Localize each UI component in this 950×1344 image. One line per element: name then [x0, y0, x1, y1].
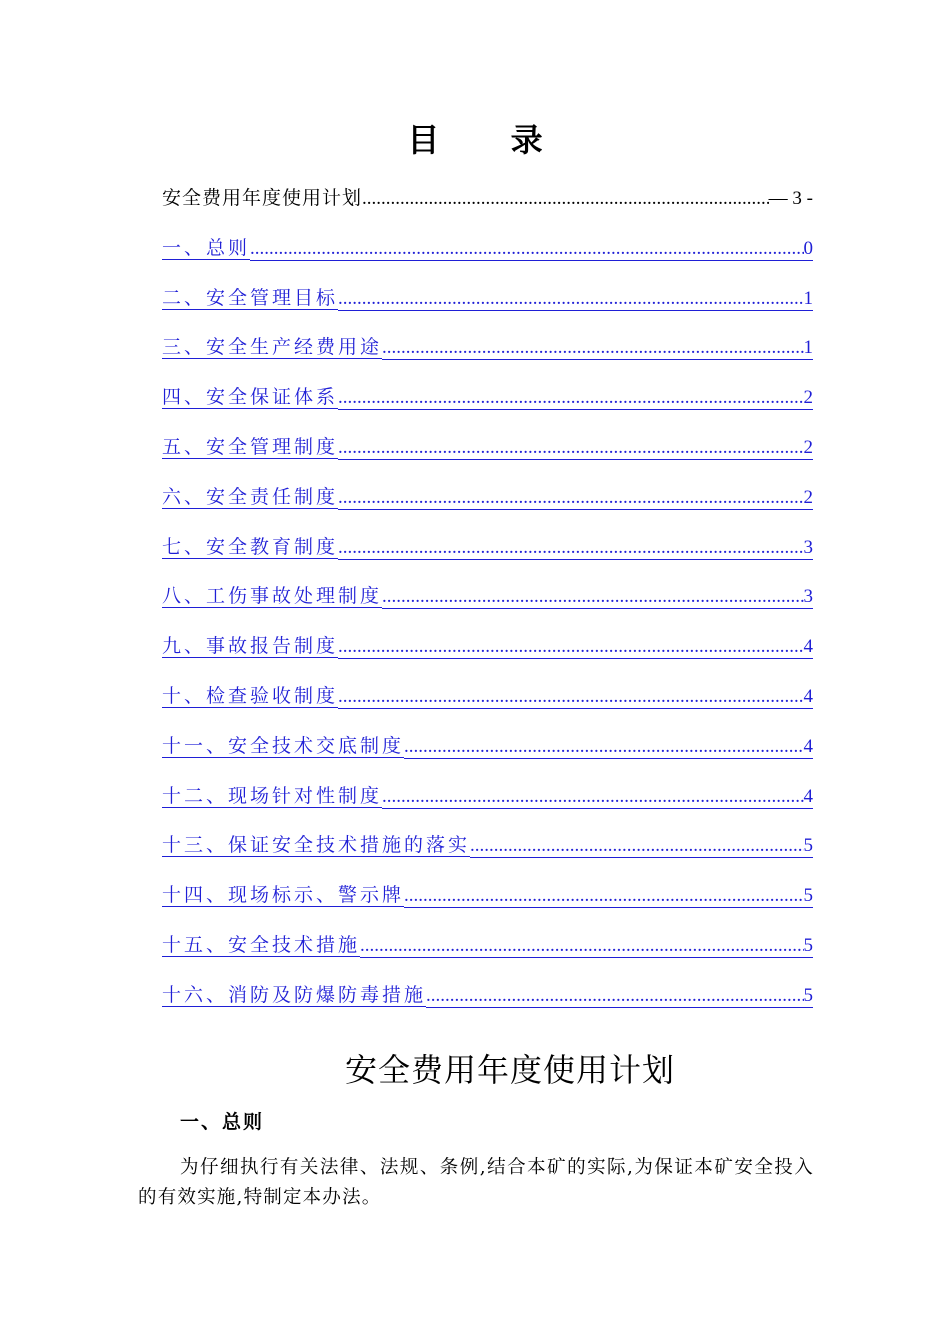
toc-entry-page: 0: [803, 237, 813, 259]
toc-entry-label: 安全费用年度使用计划: [162, 187, 363, 209]
toc-entry: [162, 187, 813, 237]
toc-entry[interactable]: [162, 934, 813, 984]
toc-entry[interactable]: [162, 984, 813, 1034]
toc-entry-page: 2: [803, 486, 813, 508]
toc-entry-page: 1: [803, 337, 813, 359]
toc-entry-page: 4: [803, 735, 813, 757]
table-of-contents: [162, 187, 813, 1034]
toc-entry[interactable]: [162, 336, 813, 386]
body-paragraph: 为仔细执行有关法律、法规、条例,结合本矿的实际,为保证本矿安全投入的有效实施,特制定本办法。: [138, 1157, 814, 1208]
toc-entry[interactable]: [162, 585, 813, 635]
toc-entry[interactable]: [162, 685, 813, 735]
toc-dot-leader: [382, 586, 803, 609]
toc-entry-label: 一、总则: [162, 236, 251, 259]
toc-dot-leader: [338, 288, 803, 311]
toc-entry-page: 5: [803, 885, 813, 907]
toc-entry[interactable]: [162, 834, 813, 884]
toc-entry-label: 四、安全保证体系: [162, 386, 339, 409]
toc-entry-page: — 3 -: [768, 188, 813, 209]
toc-entry[interactable]: [162, 635, 813, 685]
toc-entry-label: 七、安全教育制度: [162, 535, 339, 558]
toc-entry[interactable]: [162, 486, 813, 536]
toc-dot-leader: [382, 786, 803, 809]
toc-entry-page: 2: [803, 436, 813, 458]
toc-entry-label: 二、安全管理目标: [162, 286, 339, 309]
toc-entry-page: 4: [803, 636, 813, 658]
toc-entry-label: 八、工伤事故处理制度: [162, 585, 383, 608]
toc-entry-page: 2: [803, 387, 813, 409]
toc-entry[interactable]: [162, 386, 813, 436]
toc-entry-page: 5: [803, 984, 813, 1006]
document-title: 安全费用年度使用计划: [344, 1051, 675, 1089]
toc-dot-leader: [338, 686, 803, 709]
toc-entry-page: 4: [803, 685, 813, 707]
toc-entry-label: 十三、保证安全技术措施的落实: [162, 834, 471, 857]
toc-entry-page: 5: [803, 835, 813, 857]
toc-entry-label: 六、安全责任制度: [162, 485, 339, 508]
toc-dot-leader: [404, 885, 803, 908]
toc-entry-label: 九、事故报告制度: [162, 635, 339, 658]
toc-entry-label: 十五、安全技术措施: [162, 933, 361, 956]
toc-entry[interactable]: [162, 735, 813, 785]
toc-dot-leader: [362, 188, 769, 210]
toc-entry-label: 三、安全生产经费用途: [162, 336, 383, 359]
toc-entry[interactable]: [162, 436, 813, 486]
toc-dot-leader: [250, 238, 803, 261]
toc-entry-label: 十四、现场标示、警示牌: [162, 884, 405, 907]
toc-heading: 目 录: [407, 121, 573, 159]
toc-entry-label: 十六、消防及防爆防毒措施: [162, 983, 427, 1006]
toc-entry-page: 5: [803, 934, 813, 956]
toc-entry[interactable]: [162, 237, 813, 287]
toc-entry-label: 十一、安全技术交底制度: [162, 734, 405, 757]
toc-dot-leader: [338, 387, 803, 410]
toc-entry-label: 十二、现场针对性制度: [162, 784, 383, 807]
toc-dot-leader: [382, 337, 803, 360]
toc-entry[interactable]: [162, 287, 813, 337]
toc-entry[interactable]: [162, 785, 813, 835]
toc-dot-leader: [338, 636, 803, 659]
toc-entry-page: 3: [803, 586, 813, 608]
toc-dot-leader: [426, 985, 803, 1008]
toc-entry-page: 3: [803, 536, 813, 558]
toc-dot-leader: [360, 935, 803, 958]
toc-entry[interactable]: [162, 884, 813, 934]
toc-entry-page: 4: [803, 785, 813, 807]
toc-entry-label: 五、安全管理制度: [162, 435, 339, 458]
toc-entry-label: 十、检查验收制度: [162, 684, 339, 707]
toc-dot-leader: [338, 537, 803, 560]
toc-entry-page: 1: [803, 287, 813, 309]
toc-dot-leader: [404, 736, 803, 759]
toc-dot-leader: [470, 835, 803, 858]
toc-entry[interactable]: [162, 536, 813, 586]
section-heading: 一、总则: [180, 1111, 265, 1133]
toc-dot-leader: [338, 437, 803, 460]
toc-dot-leader: [338, 487, 803, 510]
